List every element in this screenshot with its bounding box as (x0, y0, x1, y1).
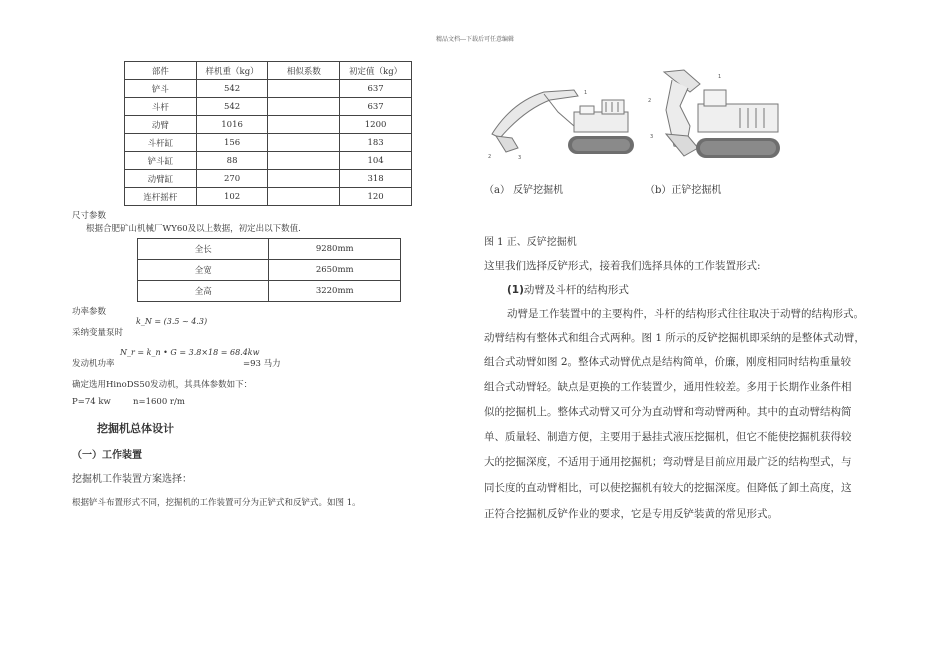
table-header-cell: 样机重（kg） (196, 62, 268, 80)
table-cell: 动臂 (125, 116, 197, 134)
coef-label: 采纳变量泵时 (72, 328, 124, 338)
engine-label: 发动机功率 (72, 359, 115, 369)
table-cell: 1016 (196, 116, 268, 134)
right-intro: 这里我们选择反铲形式，接着我们选择具体的工作装置形式: (484, 260, 761, 272)
table-row (125, 98, 412, 116)
table-cell: 542 (196, 80, 268, 98)
body-line: 动臂结构有整体式和组合式两种。图 1 所示的反铲挖掘机即采纳的是整体式动臂， (484, 332, 865, 344)
engine-power: P=74 kw (72, 397, 111, 407)
scheme-desc: 根据铲斗布置形式不同，挖掘机的工作装置可分为正铲式和反铲式。如图 1。 (72, 498, 361, 508)
table-cell: 斗杆 (125, 98, 197, 116)
table-header-row (125, 62, 412, 80)
table-cell (268, 116, 340, 134)
table-cell (268, 152, 340, 170)
dims-table (137, 238, 401, 302)
table-cell: 9280mm (269, 239, 401, 260)
body-line: 大的挖掘深度，不适用于通用挖掘机；弯动臂是目前应用最广泛的结构型式，与 (484, 456, 852, 468)
table-row (125, 188, 412, 206)
engine-result: =93 马力 (243, 359, 281, 369)
table-cell: 156 (196, 134, 268, 152)
table-cell (268, 188, 340, 206)
table-cell: 120 (340, 188, 412, 206)
figure-caption-a: （a） 反铲挖掘机 (484, 185, 564, 196)
figure-a-callout-2: 2 (488, 154, 492, 160)
table-row (138, 260, 401, 281)
table-cell (268, 80, 340, 98)
table-cell: 318 (340, 170, 412, 188)
table-cell: 铲斗 (125, 80, 197, 98)
table-header-cell: 相似系数 (268, 62, 340, 80)
mass-table (124, 61, 412, 206)
dims-label: 尺寸参数 (72, 211, 107, 221)
body-line: 组合式动臂轻。缺点是更换的工作装置少，通用性较差。多用于长期作业条件相 (484, 381, 852, 393)
body-line: 似的挖掘机上。整体式动臂又可分为直动臂和弯动臂两种。其中的直动臂结构简 (484, 406, 852, 418)
table-cell: 542 (196, 98, 268, 116)
table-cell: 270 (196, 170, 268, 188)
table-cell: 全宽 (138, 260, 269, 281)
table-row (125, 152, 412, 170)
figure-b-callout-2: 2 (648, 98, 652, 104)
table-cell (268, 98, 340, 116)
table-cell: 183 (340, 134, 412, 152)
table-cell: 动臂缸 (125, 170, 197, 188)
table-cell: 88 (196, 152, 268, 170)
figure-b-callout-1: 1 (718, 74, 722, 80)
figure-a-callout-3: 3 (518, 155, 522, 161)
body-line: 动臂是工作装置中的主要构件，斗杆的结构形式往往取决于动臂的结构形式。 (507, 308, 864, 320)
table-header-cell: 初定值（kg） (340, 62, 412, 80)
right-heading-number: (1) (507, 284, 524, 296)
shovel-excavator-figure (644, 66, 784, 164)
table-header-cell: 部件 (125, 62, 197, 80)
table-cell: 全长 (138, 239, 269, 260)
power-label: 功率参数 (72, 307, 107, 317)
body-line: 单、质量轻、制造方便，主要用于悬挂式液压挖掘机，但它不能使挖掘机获得较 (484, 431, 852, 443)
table-cell: 全高 (138, 281, 269, 302)
header-note: 精品文档---下载后可任意编辑 (435, 36, 515, 43)
table-row (138, 281, 401, 302)
table-cell: 2650mm (269, 260, 401, 281)
right-heading-text: 动臂及斗杆的结构形式 (523, 284, 629, 296)
figure-caption-b: （b）正铲挖掘机 (645, 185, 722, 196)
right-heading (507, 282, 629, 297)
figure-b-callout-3: 3 (650, 134, 654, 140)
engine-speed: n=1600 r/m (133, 397, 185, 407)
table-row (125, 170, 412, 188)
table-cell: 3220mm (269, 281, 401, 302)
body-line: 同长度的直动臂相比，可以使挖掘机有较大的挖掘深度。但降低了卸土高度，这 (484, 482, 852, 494)
table-row (138, 239, 401, 260)
table-cell: 104 (340, 152, 412, 170)
table-cell (268, 170, 340, 188)
figure-a-callout-1: 1 (584, 90, 588, 96)
table-cell (268, 134, 340, 152)
table-cell: 102 (196, 188, 268, 206)
figure-title: 图 1 正、反铲挖掘机 (484, 237, 577, 248)
body-line: 组合式动臂如图 2。整体式动臂优点是结构简单，价廉，刚度相同时结构重量较 (484, 356, 852, 368)
dims-intro: 根据合肥矿山机械厂WY60及以上数据，初定出以下数值. (86, 224, 301, 234)
table-row (125, 134, 412, 152)
table-cell: 斗杆缸 (125, 134, 197, 152)
table-row (125, 80, 412, 98)
backhoe-excavator-figure (484, 82, 644, 164)
table-cell: 637 (340, 80, 412, 98)
table-cell: 1200 (340, 116, 412, 134)
table-cell: 637 (340, 98, 412, 116)
subsection-title: （一）工作装置 (72, 450, 142, 461)
section-title: 挖掘机总体设计 (97, 422, 174, 435)
table-row (125, 116, 412, 134)
table-cell: 铲斗缸 (125, 152, 197, 170)
coef-formula: k_N = (3.5 ~ 4.3) (136, 317, 208, 326)
engine-choice: 确定选用HinoDS50发动机，其具体参数如下： (72, 380, 253, 390)
table-cell: 连杆摇杆 (125, 188, 197, 206)
scheme-line: 挖掘机工作装置方案选择： (72, 474, 192, 485)
engine-formula: N_r = k_n • G = 3.8×18 = 68.4kw (120, 348, 260, 357)
body-line: 正符合挖掘机反铲作业的要求，它是专用反铲装黄的常见形式。 (484, 508, 778, 520)
